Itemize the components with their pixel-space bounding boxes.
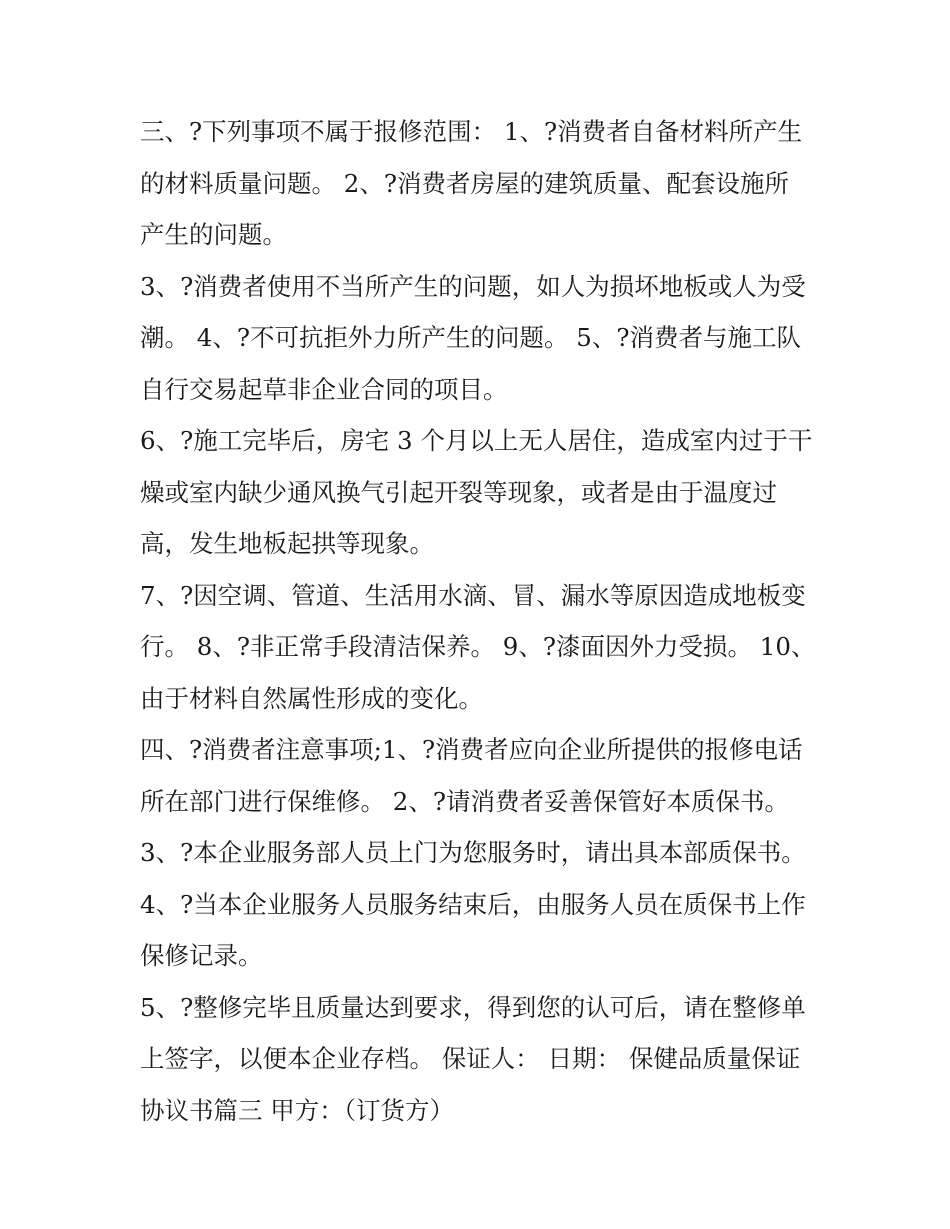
text-line: 三、?下列事项不属于报修范围： 1、?消费者自备材料所产生 <box>140 117 803 146</box>
document-body <box>140 106 820 1136</box>
text-line: 潮。 4、?不可抗拒外力所产生的问题。 5、?消费者与施工队 <box>140 323 802 352</box>
text-line: 5、?整修完毕且质量达到要求，得到您的认可后，请在整修单 <box>140 992 806 1022</box>
paragraph-exclusions-intro <box>140 106 820 261</box>
text-line: 3、?消费者使用不当所产生的问题，如人为损坏地板或人为受 <box>140 271 806 301</box>
text-line: 产生的问题。 <box>140 220 287 249</box>
text-line: 3、?本企业服务部人员上门为您服务时，请出具本部质保书。 <box>140 838 806 867</box>
text-line: 4、?当本企业服务人员服务结束后，由服务人员在质保书上作 <box>140 889 806 919</box>
text-line: 四、?消费者注意事项;1、?消费者应向企业所提供的报修电话 <box>140 735 803 764</box>
text-line: 行。 8、?非正常手段清洁保养。 9、?漆面因外力受损。 10、 <box>140 632 816 661</box>
paragraph-consumer-notes <box>140 724 820 827</box>
paragraph-item-6 <box>140 415 820 570</box>
paragraph-note-3 <box>140 827 820 879</box>
paragraph-note-4 <box>140 879 820 982</box>
text-line: 自行交易起草非企业合同的项目。 <box>140 374 508 404</box>
text-line: 7、?因空调、管道、生活用水滴、冒、漏水等原因造成地板变 <box>140 580 806 610</box>
text-line: 上签字，以便本企业存档。 保证人： 日期： 保健品质量保证 <box>140 1044 801 1073</box>
text-line: 的材料质量问题。 2、?消费者房屋的建筑质量、配套设施所 <box>140 168 790 198</box>
text-line: 所在部门进行保维修。 2、?请消费者妥善保管好本质保书。 <box>140 786 790 816</box>
text-line: 由于材料自然属性形成的变化。 <box>140 683 483 713</box>
text-line: 协议书篇三 甲方：（订货方） <box>140 1095 455 1125</box>
text-line: 6、?施工完毕后，房宅 3 个月以上无人居住，造成室内过于干 <box>140 426 813 455</box>
paragraph-note-5 <box>140 982 820 1137</box>
paragraph-item-7-10 <box>140 570 820 725</box>
paragraph-item-3-5 <box>140 261 820 416</box>
text-line: 燥或室内缺少通风换气引起开裂等现象，或者是由于温度过 <box>140 477 777 507</box>
text-line: 高，发生地板起拱等现象。 <box>140 529 434 558</box>
text-line: 保修记录。 <box>140 941 263 970</box>
